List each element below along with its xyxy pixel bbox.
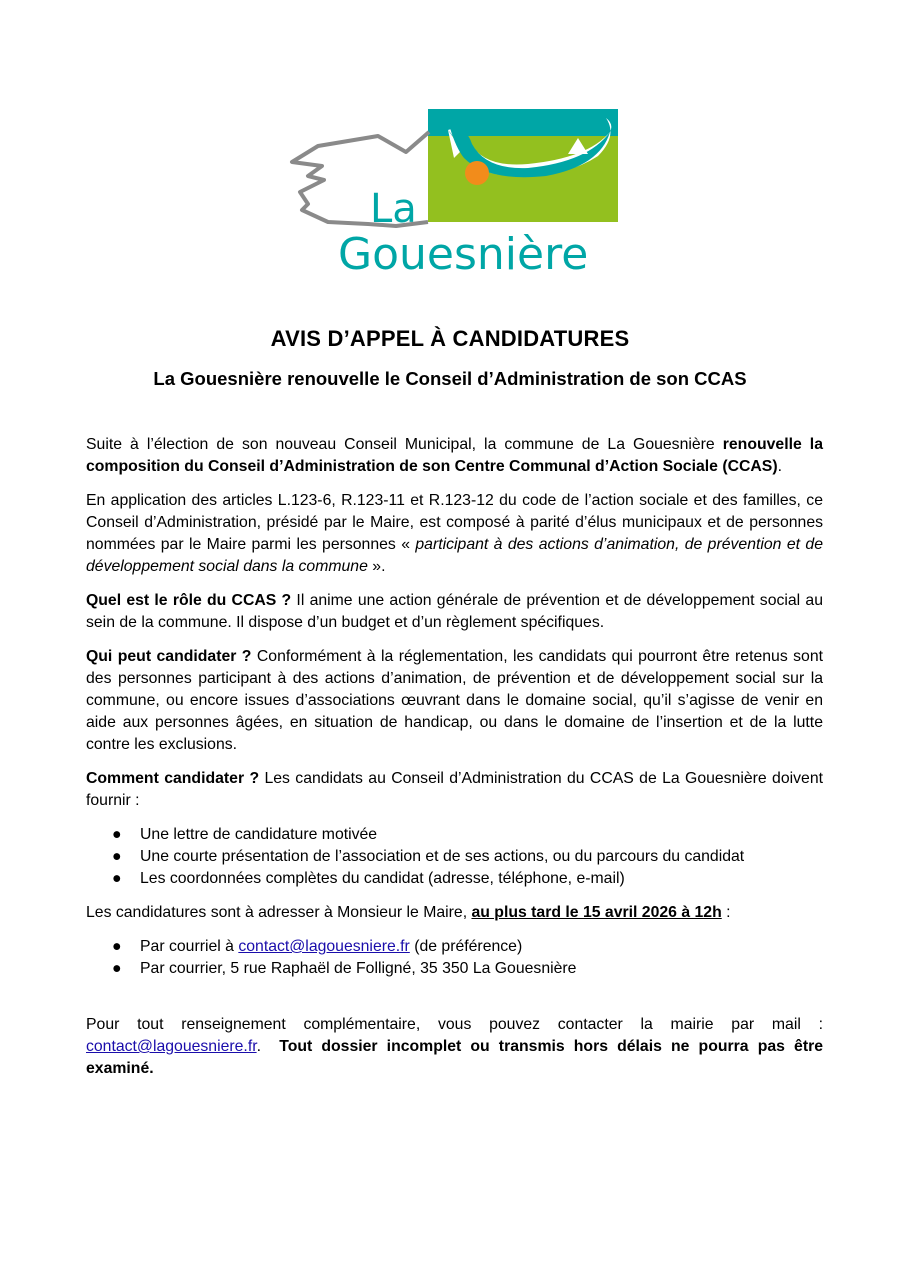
postal-address: Par courrier, 5 rue Raphaël de Folligné, 35 350 La Gouesnière <box>140 960 577 977</box>
page-subtitle: La Gouesnière renouvelle le Conseil d’Administration de son CCAS <box>153 368 747 389</box>
intro-end: . <box>777 458 782 475</box>
list-item-text: Une courte présentation de l’association et de ses actions, ou du parcours du candidat <box>140 848 745 865</box>
intro-bold: renouvelle la composition du Conseil d’Administration de son Centre Communal d’Action Sociale (CCAS) <box>86 436 823 475</box>
contact-email-link[interactable]: contact@lagouesniere.fr <box>86 1038 257 1055</box>
address-paragraph <box>86 902 823 924</box>
logo-orange-dot <box>465 161 489 185</box>
email-suffix: (de préférence) <box>409 938 523 955</box>
address-text: Les candidatures sont à adresser à Monsieur le Maire, <box>86 904 472 921</box>
legal-italic: participant à des actions d’animation, de prévention et de développement social dans la commune <box>86 536 823 575</box>
list-item <box>86 824 823 846</box>
how-question: Comment candidater ? <box>86 770 260 787</box>
document-body <box>86 434 823 1092</box>
who-answer: Conformément à la réglementation, les candidats qui pourront être retenus sont des personnes participant à des actions d’animation, de prévention et de développement social sur la commune, ou encore issues d’associations œuvrant dans le domaine social, qu’il s’agisse de venir en aide aux personnes âgées, en situation de handicap, ou dans le domaine de l’insertion et de la lutte contre les exclusions. <box>86 648 824 753</box>
list-item-text: Les coordonnées complètes du candidat (adresse, téléphone, e-mail) <box>140 870 625 887</box>
logo-graphic <box>288 106 620 276</box>
contact-after-link: . <box>256 1038 280 1055</box>
who-question: Qui peut candidater ? <box>86 648 252 665</box>
contact-text: Pour tout renseignement complémentaire, vous pouvez contacter la mairie par mail : <box>86 1016 823 1033</box>
deadline: au plus tard le 15 avril 2026 à 12h <box>471 904 722 921</box>
intro-paragraph <box>86 434 823 478</box>
spacer <box>86 992 823 1014</box>
commune-logo <box>288 106 620 276</box>
logo-text-name: Gouesnière <box>338 229 589 276</box>
bullet-icon: ● <box>112 848 122 865</box>
page-title: AVIS D’APPEL À CANDIDATURES <box>270 326 630 351</box>
email-prefix: Par courriel à <box>140 938 239 955</box>
how-paragraph <box>86 768 823 812</box>
role-question: Quel est le rôle du CCAS ? <box>86 592 292 609</box>
intro-text: Suite à l’élection de son nouveau Conseil Municipal, la commune de La Gouesnière <box>86 436 723 453</box>
bullet-icon: ● <box>112 826 122 843</box>
legal-text: En application des articles L.123-6, R.123-11 et R.123-12 du code de l’action sociale et des familles, ce Conseil d’Administration, présidé par le Maire, est composé à parité d’élus municipaux et de personnes nommées par le Maire parmi les personnes « <box>86 492 823 553</box>
contact-warning: Tout dossier incomplet ou transmis hors délais ne pourra pas être examiné. <box>86 1038 824 1077</box>
contact-paragraph <box>86 1014 823 1080</box>
address-end: : <box>721 904 731 921</box>
legal-paragraph <box>86 490 823 578</box>
role-answer: Il anime une action générale de prévention et de développement social au sein de la commune. Il dispose d’un budget et d’un règlement spécifiques. <box>86 592 823 631</box>
list-item <box>86 846 823 868</box>
how-answer: Les candidats au Conseil d’Administration du CCAS de La Gouesnière doivent fournir : <box>86 770 823 809</box>
list-item <box>86 868 823 890</box>
list-item <box>86 936 823 958</box>
list-item <box>86 958 823 980</box>
logo-text-la: La <box>370 186 417 232</box>
bullet-icon: ● <box>112 938 122 955</box>
list-item-text: Une lettre de candidature motivée <box>140 826 378 843</box>
bullet-icon: ● <box>112 960 122 977</box>
email-link[interactable]: contact@lagouesniere.fr <box>238 938 410 955</box>
legal-end: ». <box>367 558 386 575</box>
requirements-list <box>86 824 823 890</box>
role-paragraph <box>86 590 823 634</box>
who-paragraph <box>86 646 823 756</box>
bullet-icon: ● <box>112 870 122 887</box>
submission-list <box>86 936 823 980</box>
